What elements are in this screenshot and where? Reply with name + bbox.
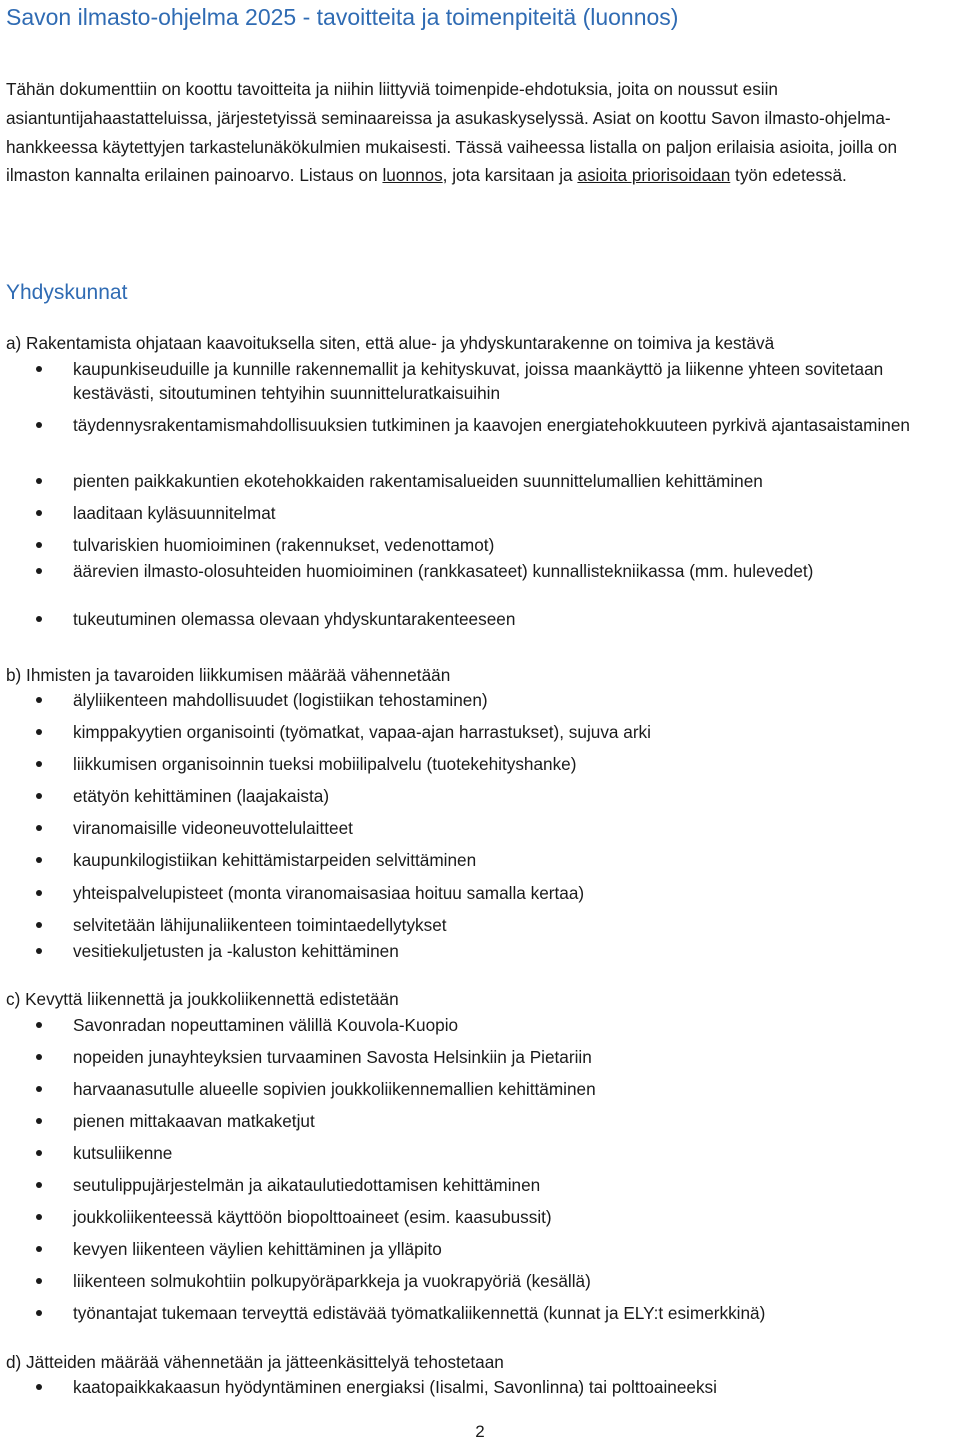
list-item: viranomaisille videoneuvottelulaitteet bbox=[73, 818, 353, 838]
bullet-icon bbox=[36, 616, 42, 622]
bullet-icon bbox=[36, 793, 42, 799]
list-item: pienen mittakaavan matkaketjut bbox=[73, 1111, 315, 1131]
bullet-icon bbox=[36, 422, 42, 428]
list-item: joukkoliikenteessä käyttöön biopolttoaineet (esim. kaasubussit) bbox=[73, 1207, 552, 1227]
bullet-icon bbox=[36, 1214, 42, 1220]
bullet-icon bbox=[36, 697, 42, 703]
subsection-heading-d: d) Jätteiden määrää vähennetään ja jätteenkäsittelyä tehostetaan bbox=[6, 1352, 504, 1372]
list-item: kimppakyytien organisointi (työmatkat, vapaa-ajan harrastukset), sujuva arki bbox=[73, 722, 651, 742]
document-title: Savon ilmasto-ohjelma 2025 - tavoitteita ja toimenpiteitä (luonnos) bbox=[6, 4, 679, 30]
section-heading-yhdyskunnat: Yhdyskunnat bbox=[6, 281, 128, 304]
bullet-icon bbox=[36, 1118, 42, 1124]
list-item: nopeiden junayhteyksien turvaaminen Savosta Helsinkiin ja Pietariin bbox=[73, 1047, 592, 1067]
list-item: liikenteen solmukohtiin polkupyöräparkkeja ja vuokrapyöriä (kesällä) bbox=[73, 1271, 591, 1291]
underlined-luonnos: luonnos bbox=[382, 165, 443, 186]
page-number: 2 bbox=[475, 1422, 485, 1441]
bullet-icon bbox=[36, 825, 42, 831]
bullet-icon bbox=[36, 1246, 42, 1252]
subsection-heading-b: b) Ihmisten ja tavaroiden liikkumisen määrää vähennetään bbox=[6, 665, 451, 685]
list-item: kaupunkiseuduille ja kunnille rakennemallit ja kehityskuvat, joissa maankäyttö ja liikenne yhteen sovitetaan kestävästi, sitoutuminen tehtyihin suunnitteluratkaisuihin bbox=[73, 359, 884, 403]
list-item: seutulippujärjestelmän ja aikataulutiedottamisen kehittäminen bbox=[73, 1175, 541, 1195]
bullet-icon bbox=[36, 922, 42, 928]
list-item: liikkumisen organisoinnin tueksi mobiilipalvelu (tuotekehityshanke) bbox=[73, 754, 577, 774]
list-item: työnantajat tukemaan terveyttä edistävää työmatkaliikennettä (kunnat ja ELY:t esimerkkinä) bbox=[73, 1303, 766, 1323]
bullet-icon bbox=[36, 1054, 42, 1060]
bullet-icon bbox=[36, 1022, 42, 1028]
intro-text: Tähän dokumenttiin on koottu tavoitteita ja niihin liittyviä toimenpide-ehdotuksia, joita on noussut esiin asiantuntijahaastatteluissa, järjestetyissä seminaareissa ja asukaskyselyssä. Asiat on koottu Savon ilmasto-ohjelma-hankkeessa käytettyjen tarkastelunäkökulmien mukaisesti. Tässä vaiheessa listalla on paljon erilaisia asioita, joilla on ilmaston kannalta erilainen painoarvo. Listaus on bbox=[6, 79, 898, 186]
list-item: vesitiekuljetusten ja -kaluston kehittäminen bbox=[73, 941, 399, 961]
bullet-icon bbox=[36, 1182, 42, 1188]
bullet-icon bbox=[36, 1278, 42, 1284]
underlined-priorisoidaan: asioita priorisoidaan bbox=[577, 165, 731, 186]
subsection-heading-c: c) Kevyttä liikennettä ja joukkoliikennettä edistetään bbox=[6, 989, 399, 1009]
list-item: etätyön kehittäminen (laajakaista) bbox=[73, 786, 330, 806]
list-item: pienten paikkakuntien ekotehokkaiden rakentamisalueiden suunnittelumallien kehittäminen bbox=[73, 471, 763, 491]
list-item: tulvariskien huomioiminen (rakennukset, vedenottamot) bbox=[73, 535, 495, 555]
list-item: yhteispalvelupisteet (monta viranomaisasiaa hoituu samalla kertaa) bbox=[73, 883, 585, 903]
intro-paragraph bbox=[6, 75, 956, 190]
list-item: tukeutuminen olemassa olevaan yhdyskuntarakenteeseen bbox=[73, 609, 516, 629]
list-item: äärevien ilmasto-olosuhteiden huomioiminen (rankkasateet) kunnallistekniikassa (mm. hulevedet) bbox=[73, 561, 814, 581]
bullet-icon bbox=[36, 948, 42, 954]
bullet-icon bbox=[36, 1086, 42, 1092]
bullet-icon bbox=[36, 890, 42, 896]
list-item: Savonradan nopeuttaminen välillä Kouvola-Kuopio bbox=[73, 1015, 459, 1035]
bullet-icon bbox=[36, 857, 42, 863]
intro-text-middle: , jota karsitaan ja bbox=[442, 165, 578, 186]
list-item: kaatopaikkakaasun hyödyntäminen energiaksi (Iisalmi, Savonlinna) tai polttoaineeksi bbox=[73, 1377, 717, 1397]
bullet-icon bbox=[36, 568, 42, 574]
intro-text-end: työn edetessä. bbox=[730, 165, 847, 186]
bullet-icon bbox=[36, 542, 42, 548]
list-item: täydennysrakentamismahdollisuuksien tutkiminen ja kaavojen energiatehokkuuteen pyrkivä ajantasaistaminen bbox=[73, 415, 910, 435]
bullet-icon bbox=[36, 729, 42, 735]
bullet-icon bbox=[36, 1310, 42, 1316]
list-item: selvitetään lähijunaliikenteen toimintaedellytykset bbox=[73, 915, 447, 935]
bullet-icon bbox=[36, 1384, 42, 1390]
list-item: kutsuliikenne bbox=[73, 1143, 173, 1163]
list-item: kevyen liikenteen väylien kehittäminen ja ylläpito bbox=[73, 1239, 442, 1259]
list-item: kaupunkilogistiikan kehittämistarpeiden selvittäminen bbox=[73, 850, 477, 870]
list-item: laaditaan kyläsuunnitelmat bbox=[73, 503, 276, 523]
subsection-heading-a: a) Rakentamista ohjataan kaavoituksella siten, että alue- ja yhdyskuntarakenne on toimiva ja kestävä bbox=[6, 333, 775, 353]
list-item: harvaanasutulle alueelle sopivien joukkoliikennemallien kehittäminen bbox=[73, 1079, 596, 1099]
bullet-icon bbox=[36, 366, 42, 372]
bullet-icon bbox=[36, 1150, 42, 1156]
list-item: älyliikenteen mahdollisuudet (logistiikan tehostaminen) bbox=[73, 690, 488, 710]
bullet-icon bbox=[36, 478, 42, 484]
bullet-icon bbox=[36, 761, 42, 767]
bullet-icon bbox=[36, 510, 42, 516]
